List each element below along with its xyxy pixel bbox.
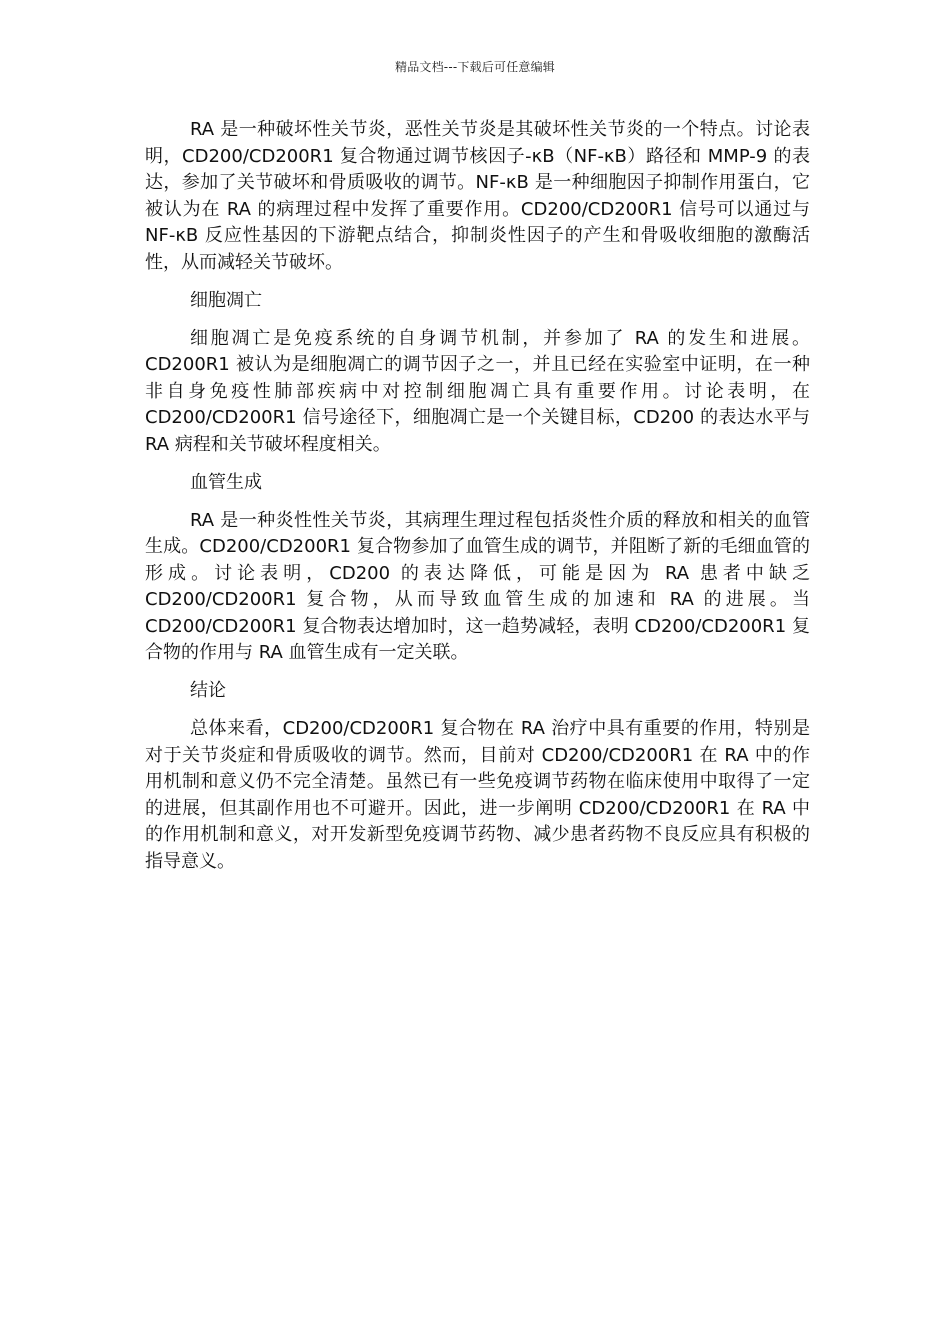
- document-body: [145, 117, 810, 887]
- section-heading-angiogenesis: 血管生成: [190, 471, 262, 493]
- paragraph-angiogenesis: RA 是一种炎性性关节炎，其病理生理过程包括炎性介质的释放和相关的血管生成。CD200/CD200R1 复合物参加了血管生成的调节，并阻断了新的毛细血管的形成。讨论表明，CD200 的表达降低，可能是因为 RA 患者中缺乏 CD200/CD200R1 复合物，从而导致血管生成的加速和 RA 的进展。当 CD200/CD200R1 复合物表达增加时，这一趋势减轻，表明 CD200/CD200R1 复合物的作用与 RA 血管生成有一定关联。: [145, 509, 810, 663]
- section-heading-apoptosis: 细胞凋亡: [190, 289, 262, 311]
- section-heading-conclusion: 结论: [190, 680, 226, 701]
- page-header: 精品文档---下载后可任意编辑: [395, 60, 555, 74]
- paragraph-conclusion: 总体来看，CD200/CD200R1 复合物在 RA 治疗中具有重要的作用，特别是对于关节炎症和骨质吸收的调节。然而，目前对 CD200/CD200R1 在 RA 中的作用机制和意义仍不完全清楚。虽然已有一些免疫调节药物在临床使用中取得了一定的进展，但其副作用也不可避开。因此，进一步阐明 CD200/CD200R1 在 RA 中的作用机制和意义，对开发新型免疫调节药物、减少患者药物不良反应具有积极的指导意义。: [145, 718, 810, 872]
- paragraph-apoptosis: 细胞凋亡是免疫系统的自身调节机制，并参加了 RA 的发生和进展。CD200R1 被认为是细胞凋亡的调节因子之一，并且已经在实验室中证明，在一种非自身免疫性肺部疾病中对控制细胞凋亡具有重要作用。讨论表明，在 CD200/CD200R1 信号途径下，细胞凋亡是一个关键目标，CD200 的表达水平与 RA 病程和关节破坏程度相关。: [145, 327, 810, 455]
- paragraph-ra-destructive: RA 是一种破坏性关节炎，恶性关节炎是其破坏性关节炎的一个特点。讨论表明，CD200/CD200R1 复合物通过调节核因子-κB（NF-κB）路径和 MMP-9 的表达，参加了关节破坏和骨质吸收的调节。NF-κB 是一种细胞因子抑制作用蛋白，它被认为在 RA 的病理过程中发挥了重要作用。CD200/CD200R1 信号可以通过与 NF-κB 反应性基因的下游靶点结合，抑制炎性因子的产生和骨吸收细胞的激酶活性，从而减轻关节破坏。: [145, 119, 810, 273]
